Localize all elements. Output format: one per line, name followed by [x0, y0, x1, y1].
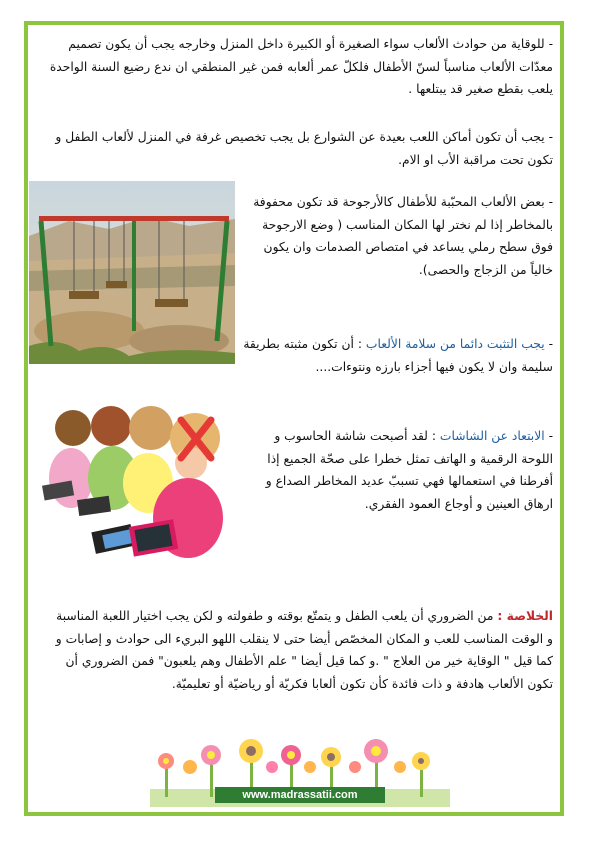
paragraph-text: : لقد أصبحت شاشة الحاسوب و اللوحة الرقمية و الهاتف تمثل خطرا على صحّة الجميع إذا أفرطنا في استعمالها فهي تسببّ عديد المخاطر الصداع و ارهاق العينين و أوجاع العمود الفقري. [265, 429, 553, 511]
bullet-dash: - [548, 37, 553, 51]
paragraph-swing-danger [243, 191, 553, 281]
paragraph-toy-safety-check [243, 333, 553, 378]
conclusion-text: من الضروري أن يلعب الطفل و يتمتّع بوقته و طفولته و لكن يجب اختيار اللعبة المناسبة و الوقت المناسب للعب و المكان المخصّص أيضا حتى لا ينقلب اللهو البريء الى حوادث و إصابات و كما قيل " الوقاية خير من العلاج " .و كما قيل أيضا " علم الأطفال وهم يلعبون" فمن الضروري أن تكون الألعاب هادفة و ذات فائدة كأن تكون ألعابا فكريّة أو رياضيّة أو تعليميّة. [55, 609, 553, 691]
paragraph-screens [243, 425, 553, 515]
bullet-dash: - [548, 337, 553, 351]
paragraph-text: يجب أن تكون أماكن اللعب بعيدة عن الشوارع بل يجب تخصيص غرفة في المنزل لألعاب الطفل و تكون تحت مراقبة الأب او الام. [55, 130, 553, 167]
bullet-dash: - [548, 429, 553, 443]
paragraph-text: للوقاية من حوادث الألعاب سواء الصغيرة أو الكبيرة داخل المنزل وخارجه يجب أن يكون تصميم معدّات الألعاب مناسباً لسنّ الأطفال فلكلّ عمر ألعابه فمن غير المنطقي ان ندع رضيع السنة الواحدة يلعب بقطع صغير قد يبتلعها . [49, 37, 553, 96]
paragraph-text: بعض الألعاب المحبّبة للأطفال كالأرجوحة قد تكون محفوفة بالمخاطر إذا لم نختر لها المكان المناسب ( وضع الارجوحة فوق سطح رملي يساعد في امتصاص الصدمات وان يكون خالياً من الزجاج والحصى). [253, 195, 553, 277]
paragraph-title: يجب التثبت دائما من سلامة الألعاب [365, 337, 545, 351]
paragraph-title: الابتعاد عن الشاشات [439, 429, 545, 443]
site-url: www.madrassatii.com [215, 787, 385, 803]
swings-photo [29, 181, 235, 364]
kids-tablets-photo [33, 398, 228, 566]
bullet-dash: - [548, 195, 553, 209]
bullet-dash: - [548, 130, 553, 144]
conclusion-paragraph [48, 605, 553, 695]
paragraph-text: : أن تكون مثبته بطريقة سليمة وان لا يكون فيها أجزاء بارزه ونتوءات.... [243, 337, 553, 374]
paragraph-play-area [48, 126, 553, 171]
paragraph-game-safety-age [48, 33, 553, 101]
conclusion-title: الخلاصة : [497, 609, 553, 623]
